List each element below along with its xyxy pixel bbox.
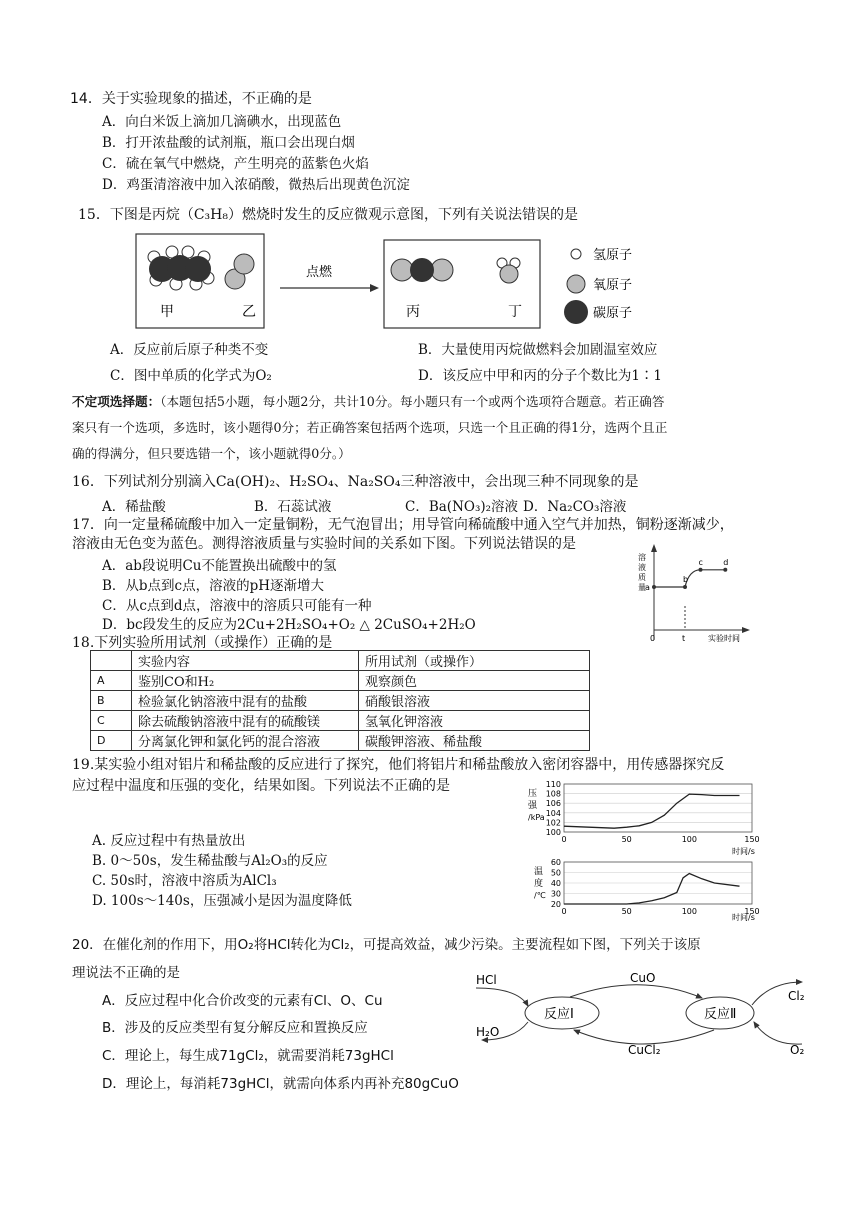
reaction-2-label: 反应Ⅱ <box>704 1007 737 1022</box>
q20-option-a: A．反应过程中化合价改变的元素有Cl、O、Cu <box>102 993 383 1009</box>
q17-option-d: D．bc段发生的反应为2Cu+2H₂SO₄+O₂ △ 2CuSO₄+2H₂O <box>102 617 476 633</box>
xlabel: 实验时间 <box>708 634 740 643</box>
q17-option-b: B．从b点到c点，溶液的pH逐渐增大 <box>102 578 325 594</box>
hcl-label: HCl <box>476 973 497 987</box>
q19-option-a: A. 反应过程中有热量放出 <box>92 833 246 849</box>
chart-point-c <box>699 568 703 572</box>
table-cell: 碳酸钾溶液、稀盐酸 <box>359 731 590 751</box>
table-header-row <box>91 651 590 671</box>
q18-table <box>90 650 590 751</box>
label-ignite: 点燃 <box>306 265 333 280</box>
q19-option-c: C. 50s时，溶液中溶质为AlCl₃ <box>92 873 277 889</box>
y-tick-label: 106 <box>545 799 561 809</box>
q20-stem-2: 理说法不正确的是 <box>72 965 180 981</box>
table-cell: 硝酸银溶液 <box>359 691 590 711</box>
q14-stem: 14．关于实验现象的描述，不正确的是 <box>70 91 312 107</box>
table-cell: 鉴别CO和H₂ <box>132 671 359 691</box>
cl2-label: Cl₂ <box>788 989 805 1003</box>
x-tick-label: 0 <box>561 907 567 916</box>
point-label-c: c <box>698 557 703 567</box>
y-tick-label: 40 <box>550 879 561 888</box>
oxygen-molecule <box>225 254 254 289</box>
q16-option-d: D．Na₂CO₃溶液 <box>523 499 627 515</box>
y-tick-label: 100 <box>545 828 561 837</box>
section-title: 不定项选择题： <box>72 394 161 409</box>
pressure-line <box>564 794 740 828</box>
section-line-2: 案只有一个选项，多选时，该小题得0分；若正确答案包括两个选项，只选一个且正确的得1分，选两个且正 <box>72 420 668 435</box>
table-cell: B <box>91 691 132 711</box>
legend-hydrogen: 氢原子 <box>593 248 633 263</box>
co2-molecule <box>391 258 453 282</box>
q17-stem-2: 溶液由无色变为蓝色。测得溶液质量与实验时间的关系如下图。下列说法错误的是 <box>72 536 576 552</box>
q15-option-c: C．图中单质的化学式为O₂ <box>110 368 272 384</box>
o2-label: O₂ <box>790 1043 805 1057</box>
q15-option-a: A．反应前后原子种类不变 <box>110 342 269 358</box>
q17-option-a: A．ab段说明Cu不能置换出硫酸中的氢 <box>102 558 337 574</box>
q16-option-b: B．石蕊试液 <box>254 499 332 515</box>
y-tick-label: 104 <box>545 808 561 818</box>
label-yi: 乙 <box>242 304 256 320</box>
table-row <box>91 691 590 711</box>
ylabel-char: 量 <box>638 583 646 592</box>
ylabel-char: 质 <box>638 573 646 582</box>
q14-option-b: B．打开浓盐酸的试剂瓶，瓶口会出现白烟 <box>102 135 355 151</box>
top-xlabel: 时间/s <box>732 847 755 856</box>
table-row <box>91 671 590 691</box>
x-tick-label: 150 <box>744 835 760 844</box>
x-tick-label: 100 <box>681 907 697 916</box>
cucl2-label: CuCl₂ <box>628 1043 661 1057</box>
table-cell: A <box>91 671 132 691</box>
table-cell: C <box>91 711 132 731</box>
q15-option-d: D．该反应中甲和丙的分子个数比为1∶1 <box>418 368 663 384</box>
section-instructions <box>72 391 664 410</box>
section-line-1: （本题包括5小题，每小题2分，共计10分。每小题只有一个或两个选项符合题意。若正确答 <box>160 394 665 409</box>
table-header-cell: 所用试剂（或操作） <box>359 651 590 671</box>
table-cell: 观察颜色 <box>359 671 590 691</box>
q20-option-c: C．理论上，每生成71gCl₂，就需要消耗73gHCl <box>102 1048 394 1064</box>
point-label-d: d <box>723 557 729 567</box>
legend-oxygen: 氧原子 <box>593 278 633 293</box>
q20-option-d: D．理论上，每消耗73gHCl，就需向体系内再补充80gCuO <box>102 1076 459 1092</box>
table-cell: 氢氧化钾溶液 <box>359 711 590 731</box>
q17-mass-time-chart <box>632 540 762 648</box>
table-cell: 检验氯化钠溶液中混有的盐酸 <box>132 691 359 711</box>
propane-molecule <box>148 246 214 290</box>
ylabel-char: 液 <box>638 563 646 572</box>
x-tick-label: 50 <box>621 907 632 916</box>
q16-stem: 16．下列试剂分别滴入Ca(OH)₂、H₂SO₄、Na₂SO₄三种溶液中，会出现三种不同现象的是 <box>72 474 639 490</box>
point-label-b: b <box>683 575 689 584</box>
chart-point-d <box>723 568 727 572</box>
label-ding: 丁 <box>508 304 522 320</box>
label-jia: 甲 <box>160 304 174 320</box>
table-header-cell: 实验内容 <box>132 651 359 671</box>
water-molecule <box>497 258 520 283</box>
origin-label: 0 <box>650 634 656 643</box>
y-tick-label: 30 <box>550 889 561 899</box>
chart-point-a <box>652 585 656 589</box>
q19-charts <box>528 774 772 922</box>
q14-option-c: C．硫在氧气中燃烧，产生明亮的蓝紫色火焰 <box>102 156 369 172</box>
bottom-ylabel: /℃ <box>534 891 546 900</box>
q16-option-a: A．稀盐酸 <box>102 499 166 515</box>
y-tick-label: 50 <box>550 868 561 878</box>
x-tick-label: 150 <box>744 907 760 916</box>
legend-carbon: 碳原子 <box>593 306 633 321</box>
top-ylabel: 强 <box>528 801 538 811</box>
bottom-ylabel: 温 <box>534 867 544 877</box>
chart-point-b <box>683 585 687 589</box>
y-tick-label: 110 <box>545 780 561 789</box>
x-tick-label: 50 <box>621 835 632 844</box>
label-bing: 丙 <box>406 304 420 320</box>
q19-stem-1: 19.某实验小组对铝片和稀盐酸的反应进行了探究，他们将铝片和稀盐酸放入密闭容器中，用传感器探究反 <box>72 757 725 773</box>
reaction-1-label: 反应Ⅰ <box>544 1007 574 1022</box>
q19-option-d: D. 100s～140s，压强减小是因为温度降低 <box>92 893 352 909</box>
table-cell: D <box>91 731 132 751</box>
ylabel-char: 溶 <box>638 553 646 562</box>
q15-stem: 15．下图是丙烷（C₃H₈）燃烧时发生的反应微观示意图，下列有关说法错误的是 <box>78 207 578 223</box>
point-label-a: a <box>645 583 650 592</box>
q20-option-b: B．涉及的反应类型有复分解反应和置换反应 <box>102 1020 368 1036</box>
table-row <box>91 711 590 731</box>
q17-option-c: C．从c点到d点，溶液中的溶质只可能有一种 <box>102 598 372 614</box>
top-ylabel: /kPa <box>528 813 545 822</box>
table-row <box>91 731 590 751</box>
section-line-3: 确的得满分，但只要选错一个，该小题就得0分。） <box>72 446 351 461</box>
h2o-label: H₂O <box>476 1025 500 1039</box>
q20-stem-1: 20．在催化剂的作用下，用O₂将HCl转化为Cl₂，可提高效益，减少污染。主要流程如下图，下列关于该原 <box>72 937 701 953</box>
q14-option-a: A．向白米饭上滴加几滴碘水，出现蓝色 <box>102 114 342 130</box>
table-cell: 分离氯化钾和氯化钙的混合溶液 <box>132 731 359 751</box>
y-tick-label: 108 <box>545 789 561 799</box>
x-tick-label: 100 <box>681 835 697 844</box>
q14-option-d: D．鸡蛋清溶液中加入浓硝酸，微热后出现黄色沉淀 <box>102 177 410 193</box>
t-label: t <box>682 634 686 643</box>
bottom-xlabel: 时间/s <box>732 913 755 922</box>
q18-stem: 18.下列实验所用试剂（或操作）正确的是 <box>72 635 333 651</box>
table-cell: 除去硫酸钠溶液中混有的硫酸镁 <box>132 711 359 731</box>
y-tick-label: 20 <box>550 900 561 909</box>
top-ylabel: 压 <box>528 789 538 799</box>
x-tick-label: 0 <box>561 835 567 844</box>
bottom-ylabel: 度 <box>534 879 544 889</box>
q15-reaction-diagram <box>130 232 670 332</box>
q19-stem-2: 应过程中温度和压强的变化，结果如图。下列说法不正确的是 <box>72 778 450 794</box>
y-tick-label: 102 <box>545 818 561 828</box>
q16-option-c: C．Ba(NO₃)₂溶液 <box>405 499 519 515</box>
table-header-cell <box>91 651 132 671</box>
q19-option-b: B. 0～50s，发生稀盐酸与Al₂O₃的反应 <box>92 853 328 869</box>
mass-line <box>654 570 725 587</box>
temperature-line <box>564 874 740 905</box>
y-tick-label: 60 <box>550 858 561 867</box>
cuo-label: CuO <box>630 971 656 985</box>
q17-stem-1: 17．向一定量稀硫酸中加入一定量铜粉，无气泡冒出；用导管向稀硫酸中通入空气并加热，铜粉逐渐减少， <box>72 517 734 533</box>
q15-option-b: B．大量使用丙烷做燃料会加剧温室效应 <box>418 342 658 358</box>
q20-flow-diagram <box>470 970 816 1060</box>
